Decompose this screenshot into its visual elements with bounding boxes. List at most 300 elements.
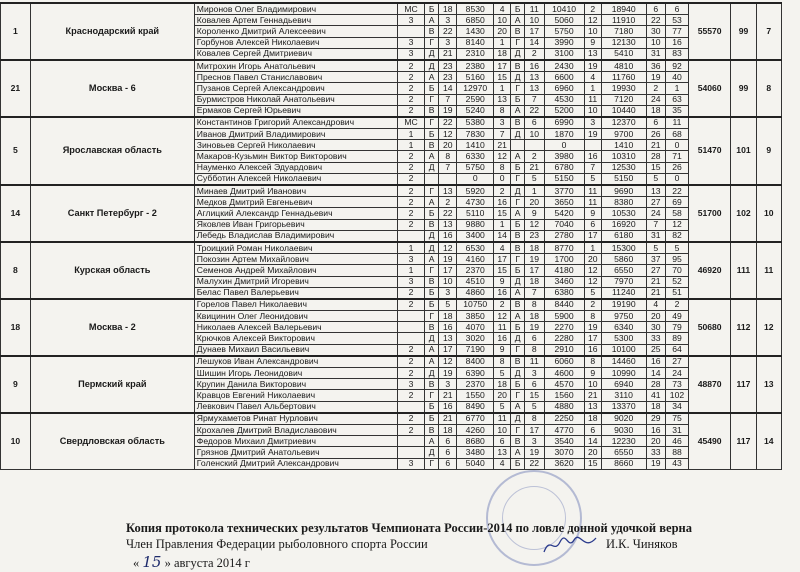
sector-pts-1-cell: 10 (494, 424, 511, 435)
table-row (1, 185, 782, 197)
weight-2-cell: 2280 (544, 333, 584, 344)
team-total-weight: 54060 (688, 60, 730, 117)
weight-1-cell: 3400 (457, 230, 494, 242)
total-weight-cell: 5860 (601, 254, 646, 265)
place-1-cell: 21 (439, 413, 457, 425)
overall-place-cell: 95 (666, 254, 689, 265)
weight-1-cell: 8490 (457, 401, 494, 413)
overall-place-cell: 89 (666, 333, 689, 344)
place-2-cell: 8 (525, 413, 544, 425)
weight-2-cell: 3990 (544, 37, 584, 48)
overall-place-cell: 83 (666, 48, 689, 60)
sector-pts-2-cell: 16 (584, 151, 601, 162)
place-2-cell: 2 (525, 48, 544, 60)
zone-2-cell: Д (511, 48, 525, 60)
rank-class-cell: 2 (397, 94, 425, 105)
total-weight-cell: 6940 (601, 379, 646, 390)
athlete-name: Шишин Игорь Леонидович (194, 368, 397, 379)
overall-place-cell: 79 (666, 322, 689, 333)
place-1-cell: 20 (439, 140, 457, 151)
rank-class-cell: 2 (397, 173, 425, 185)
zone-2-cell: Д (511, 185, 525, 197)
team-name: Санкт Петербург - 2 (30, 185, 194, 242)
weight-1-cell: 8680 (457, 436, 494, 447)
overall-place-cell: 22 (666, 185, 689, 197)
sector-1-cell: А (425, 72, 439, 83)
place-1-cell: 7 (439, 162, 457, 173)
team-name: Свердловская область (30, 413, 194, 469)
rank-class-cell: 2 (397, 219, 425, 230)
sector-pts-1-cell: 4 (494, 458, 511, 469)
place-2-cell: 20 (525, 197, 544, 208)
place-1-cell: 13 (439, 185, 457, 197)
weight-2-cell: 4600 (544, 368, 584, 379)
weight-1-cell: 6330 (457, 151, 494, 162)
sector-pts-1-cell: 20 (494, 390, 511, 401)
weight-2-cell: 4530 (544, 94, 584, 105)
date-suffix: » августа 2014 г (164, 556, 250, 570)
sector-pts-2-cell: 1 (584, 242, 601, 254)
athlete-name: Кравцов Евгений Николаевич (194, 390, 397, 401)
athlete-name: Ковалев Артем Геннадьевич (194, 15, 397, 26)
total-weight-cell: 8660 (601, 458, 646, 469)
athlete-name: Иванов Дмитрий Владимирович (194, 129, 397, 140)
total-points-cell: 24 (646, 94, 665, 105)
sector-pts-2-cell: 17 (584, 230, 601, 242)
zone-2-cell: В (511, 26, 525, 37)
place-2-cell: 10 (525, 129, 544, 140)
team-total-points: 102 (731, 185, 756, 242)
rank-class-cell: 2 (397, 356, 425, 368)
rank-class-cell: 2 (397, 197, 425, 208)
total-weight-cell: 10530 (601, 208, 646, 219)
weight-1-cell: 3850 (457, 311, 494, 322)
sector-1-cell: Д (425, 368, 439, 379)
athlete-name: Ярмухаметов Ринат Нурлович (194, 413, 397, 425)
weight-2-cell: 8440 (544, 299, 584, 311)
place-2-cell: 5 (525, 401, 544, 413)
team-draw-number: 21 (1, 60, 31, 117)
sector-1-cell: А (425, 436, 439, 447)
overall-place-cell: 53 (666, 15, 689, 26)
total-points-cell: 7 (646, 219, 665, 230)
athlete-name: Малухин Дмитрий Игоревич (194, 276, 397, 287)
sector-pts-2-cell: 12 (584, 265, 601, 276)
total-weight-cell: 9750 (601, 311, 646, 322)
team-final-place: 7 (756, 3, 781, 60)
sector-1-cell: А (425, 197, 439, 208)
zone-2-cell: Д (511, 129, 525, 140)
total-points-cell: 28 (646, 151, 665, 162)
sector-pts-2-cell: 10 (584, 379, 601, 390)
team-final-place: 8 (756, 60, 781, 117)
place-2-cell: 18 (525, 276, 544, 287)
overall-place-cell: 27 (666, 356, 689, 368)
overall-place-cell: 0 (666, 140, 689, 151)
place-1-cell: 3 (439, 37, 457, 48)
rank-class-cell: 1 (397, 265, 425, 276)
rank-class-cell: 2 (397, 368, 425, 379)
zone-2-cell: В (511, 230, 525, 242)
weight-2-cell: 1700 (544, 254, 584, 265)
team-final-place: 14 (756, 413, 781, 469)
team-total-weight: 51470 (688, 117, 730, 185)
weight-2-cell: 5150 (544, 173, 584, 185)
overall-place-cell: 71 (666, 151, 689, 162)
total-points-cell: 21 (646, 276, 665, 287)
sector-pts-1-cell: 1 (494, 219, 511, 230)
athlete-name: Горелов Павел Николаевич (194, 299, 397, 311)
place-2-cell: 19 (525, 322, 544, 333)
place-2-cell: 9 (525, 208, 544, 219)
overall-place-cell: 77 (666, 26, 689, 37)
weight-1-cell: 4070 (457, 322, 494, 333)
place-2-cell: 6 (525, 379, 544, 390)
sector-pts-2-cell: 13 (584, 401, 601, 413)
total-points-cell: 33 (646, 447, 665, 458)
rank-class-cell: 2 (397, 162, 425, 173)
place-2-cell: 13 (525, 72, 544, 83)
zone-2-cell: А (511, 311, 525, 322)
table-row (1, 60, 782, 72)
team-final-place: 11 (756, 242, 781, 299)
sector-pts-2-cell: 17 (584, 333, 601, 344)
zone-2-cell: Б (511, 3, 525, 15)
overall-place-cell: 102 (666, 390, 689, 401)
weight-1-cell: 5240 (457, 105, 494, 117)
weight-2-cell: 4570 (544, 379, 584, 390)
zone-2-cell: Г (511, 37, 525, 48)
total-weight-cell: 12370 (601, 117, 646, 129)
sector-pts-1-cell: 5 (494, 401, 511, 413)
sector-pts-2-cell: 19 (584, 60, 601, 72)
weight-2-cell: 1560 (544, 390, 584, 401)
total-weight-cell: 7180 (601, 26, 646, 37)
weight-2-cell: 3650 (544, 197, 584, 208)
weight-2-cell: 3460 (544, 276, 584, 287)
team-total-points: 111 (731, 242, 756, 299)
place-2-cell: 19 (525, 447, 544, 458)
zone-2-cell: В (511, 60, 525, 72)
sector-1-cell: Г (425, 117, 439, 129)
team-total-points: 117 (731, 356, 756, 413)
place-1-cell: 17 (439, 344, 457, 356)
total-weight-cell: 9690 (601, 185, 646, 197)
sector-pts-1-cell: 14 (494, 230, 511, 242)
total-points-cell: 20 (646, 311, 665, 322)
total-weight-cell: 5410 (601, 48, 646, 60)
athlete-name: Зиновьев Сергей Николаевич (194, 140, 397, 151)
rank-class-cell: 1 (397, 242, 425, 254)
table-row (1, 413, 782, 425)
weight-2-cell: 3100 (544, 48, 584, 60)
total-weight-cell: 10440 (601, 105, 646, 117)
weight-2-cell: 2250 (544, 413, 584, 425)
place-2-cell: 23 (525, 230, 544, 242)
weight-2-cell: 5060 (544, 15, 584, 26)
weight-2-cell: 6600 (544, 72, 584, 83)
zone-2-cell: Б (511, 162, 525, 173)
sector-pts-1-cell: 17 (494, 254, 511, 265)
overall-place-cell: 43 (666, 458, 689, 469)
weight-1-cell: 4730 (457, 197, 494, 208)
sector-pts-2-cell: 19 (584, 129, 601, 140)
overall-place-cell: 11 (666, 117, 689, 129)
total-points-cell: 13 (646, 185, 665, 197)
weight-1-cell: 9880 (457, 219, 494, 230)
table-row (1, 299, 782, 311)
total-points-cell: 19 (646, 458, 665, 469)
team-total-weight: 46920 (688, 242, 730, 299)
sector-pts-2-cell: 4 (584, 72, 601, 83)
zone-2-cell: Б (511, 265, 525, 276)
zone-2-cell: А (511, 287, 525, 299)
zone-2-cell: Б (511, 219, 525, 230)
athlete-name: Николаев Алексей Валерьевич (194, 322, 397, 333)
rank-class-cell: 2 (397, 299, 425, 311)
athlete-name: Медков Дмитрий Евгеньевич (194, 197, 397, 208)
sector-pts-1-cell: 2 (494, 185, 511, 197)
sector-1-cell: В (425, 424, 439, 435)
certification-date (133, 553, 250, 571)
weight-1-cell: 12970 (457, 83, 494, 94)
place-2-cell: 3 (525, 368, 544, 379)
sector-1-cell: Д (425, 60, 439, 72)
total-weight-cell: 10990 (601, 368, 646, 379)
sector-pts-2-cell: 10 (584, 26, 601, 37)
total-points-cell: 21 (646, 287, 665, 299)
weight-2-cell: 4180 (544, 265, 584, 276)
zone-2-cell: Г (511, 424, 525, 435)
place-1-cell: 16 (439, 322, 457, 333)
athlete-name: Дунаев Михаил Васильевич (194, 344, 397, 356)
total-points-cell: 6 (646, 3, 665, 15)
athlete-name: Белас Павел Валерьевич (194, 287, 397, 299)
total-points-cell: 24 (646, 208, 665, 219)
total-points-cell: 30 (646, 322, 665, 333)
zone-2-cell: Б (511, 458, 525, 469)
zone-2-cell: Г (511, 344, 525, 356)
total-points-cell: 30 (646, 26, 665, 37)
weight-1-cell: 5160 (457, 72, 494, 83)
team-total-weight: 45490 (688, 413, 730, 469)
sector-pts-2-cell: 9 (584, 368, 601, 379)
results-table (0, 2, 782, 470)
sector-pts-2-cell: 11 (584, 185, 601, 197)
weight-2-cell: 6990 (544, 117, 584, 129)
total-weight-cell: 12130 (601, 37, 646, 48)
weight-2-cell: 7040 (544, 219, 584, 230)
sector-pts-2-cell: 6 (584, 424, 601, 435)
place-2-cell: 6 (525, 117, 544, 129)
total-weight-cell: 6550 (601, 265, 646, 276)
place-1-cell: 14 (439, 83, 457, 94)
sector-pts-1-cell: 13 (494, 447, 511, 458)
athlete-name: Ермаков Сергей Юрьевич (194, 105, 397, 117)
rank-class-cell: 3 (397, 379, 425, 390)
weight-2-cell: 3070 (544, 447, 584, 458)
rank-class-cell: 3 (397, 254, 425, 265)
place-2-cell: 7 (525, 94, 544, 105)
sector-1-cell: Б (425, 208, 439, 219)
place-2-cell: 18 (525, 311, 544, 322)
board-member-title: Член Правления Федерации рыболовного спорта России (126, 537, 428, 551)
sector-pts-1-cell: 16 (494, 197, 511, 208)
place-2-cell: 17 (525, 26, 544, 37)
place-1-cell: 19 (439, 368, 457, 379)
sector-1-cell: А (425, 254, 439, 265)
weight-2-cell: 6780 (544, 162, 584, 173)
weight-1-cell: 5380 (457, 117, 494, 129)
total-weight-cell: 9030 (601, 424, 646, 435)
rank-class-cell (397, 230, 425, 242)
total-weight-cell: 5300 (601, 333, 646, 344)
sector-pts-2-cell: 20 (584, 447, 601, 458)
zone-2-cell: В (511, 242, 525, 254)
team-name: Краснодарский край (30, 3, 194, 60)
overall-place-cell: 26 (666, 162, 689, 173)
place-1-cell: 17 (439, 265, 457, 276)
place-1-cell: 21 (439, 48, 457, 60)
place-2-cell: 19 (525, 254, 544, 265)
athlete-name: Лешуков Иван Александрович (194, 356, 397, 368)
overall-place-cell: 63 (666, 94, 689, 105)
protocol-sheet (0, 2, 782, 470)
place-1-cell: 8 (439, 151, 457, 162)
rank-class-cell: МС (397, 3, 425, 15)
sector-pts-1-cell: 15 (494, 72, 511, 83)
rank-class-cell: 1 (397, 129, 425, 140)
weight-2-cell: 6960 (544, 83, 584, 94)
total-points-cell: 2 (646, 83, 665, 94)
weight-2-cell: 6380 (544, 287, 584, 299)
weight-1-cell: 2370 (457, 379, 494, 390)
sector-1-cell: Б (425, 3, 439, 15)
weight-1-cell: 7830 (457, 129, 494, 140)
signer-name: И.К. Чиняков (606, 537, 678, 551)
place-2-cell: 22 (525, 105, 544, 117)
total-points-cell: 19 (646, 72, 665, 83)
sector-pts-2-cell: 2 (584, 299, 601, 311)
weight-2-cell: 2910 (544, 344, 584, 356)
total-points-cell: 16 (646, 356, 665, 368)
overall-place-cell: 58 (666, 208, 689, 219)
sector-pts-1-cell: 15 (494, 208, 511, 219)
athlete-name: Преснов Павел Станиславович (194, 72, 397, 83)
weight-1-cell: 7190 (457, 344, 494, 356)
place-1-cell: 23 (439, 60, 457, 72)
team-draw-number: 1 (1, 3, 31, 60)
weight-1-cell: 1410 (457, 140, 494, 151)
place-1-cell: 18 (439, 311, 457, 322)
zone-2-cell: Б (511, 94, 525, 105)
sector-pts-1-cell: 21 (494, 140, 511, 151)
sector-pts-2-cell: 10 (584, 105, 601, 117)
zone-2-cell: Б (511, 322, 525, 333)
total-weight-cell: 11760 (601, 72, 646, 83)
rank-class-cell: 2 (397, 208, 425, 219)
athlete-name: Крохалев Дмитрий Владиславович (194, 424, 397, 435)
sector-1-cell: А (425, 344, 439, 356)
weight-1-cell: 6390 (457, 368, 494, 379)
sector-pts-1-cell: 5 (494, 368, 511, 379)
place-2-cell: 7 (525, 287, 544, 299)
sector-pts-1-cell: 1 (494, 83, 511, 94)
overall-place-cell: 16 (666, 37, 689, 48)
sector-1-cell: А (425, 356, 439, 368)
sector-pts-2-cell: 3 (584, 117, 601, 129)
total-points-cell: 5 (646, 173, 665, 185)
weight-1-cell: 2590 (457, 94, 494, 105)
overall-place-cell: 35 (666, 105, 689, 117)
weight-2-cell: 10410 (544, 3, 584, 15)
sector-1-cell: В (425, 322, 439, 333)
rank-class-cell (397, 401, 425, 413)
zone-2-cell: Б (511, 379, 525, 390)
weight-2-cell: 5420 (544, 208, 584, 219)
total-points-cell: 20 (646, 436, 665, 447)
total-points-cell: 18 (646, 401, 665, 413)
weight-2-cell: 3770 (544, 185, 584, 197)
weight-2-cell: 4770 (544, 424, 584, 435)
sector-pts-1-cell: 11 (494, 413, 511, 425)
sector-pts-2-cell: 13 (584, 48, 601, 60)
rank-class-cell (397, 447, 425, 458)
sector-pts-1-cell: 15 (494, 265, 511, 276)
team-name: Курская область (30, 242, 194, 299)
sector-pts-2-cell: 20 (584, 254, 601, 265)
place-1-cell: 7 (439, 94, 457, 105)
total-weight-cell: 19190 (601, 299, 646, 311)
zone-2-cell: Г (511, 197, 525, 208)
sector-pts-1-cell: 10 (494, 15, 511, 26)
place-1-cell: 21 (439, 390, 457, 401)
zone-2-cell: Г (511, 173, 525, 185)
place-2-cell (525, 140, 544, 151)
total-weight-cell: 19930 (601, 83, 646, 94)
athlete-name: Субботин Алексей Николаевич (194, 173, 397, 185)
sector-pts-1-cell: 11 (494, 322, 511, 333)
sector-pts-2-cell: 7 (584, 162, 601, 173)
total-points-cell: 10 (646, 37, 665, 48)
place-2-cell: 11 (525, 3, 544, 15)
sector-pts-2-cell: 19 (584, 322, 601, 333)
zone-2-cell: В (511, 436, 525, 447)
rank-class-cell: 3 (397, 48, 425, 60)
total-weight-cell: 12530 (601, 162, 646, 173)
sector-1-cell (425, 173, 439, 185)
weight-2-cell: 1870 (544, 129, 584, 140)
total-weight-cell: 10310 (601, 151, 646, 162)
rank-class-cell: МС (397, 117, 425, 129)
weight-1-cell: 4160 (457, 254, 494, 265)
team-total-weight: 48870 (688, 356, 730, 413)
sector-1-cell: Г (425, 265, 439, 276)
sector-pts-1-cell: 0 (494, 173, 511, 185)
rank-class-cell (397, 26, 425, 37)
overall-place-cell: 0 (666, 173, 689, 185)
sector-pts-1-cell: 3 (494, 117, 511, 129)
weight-2-cell: 5900 (544, 311, 584, 322)
overall-place-cell: 49 (666, 311, 689, 322)
place-1-cell: 3 (439, 287, 457, 299)
sector-1-cell: Б (425, 129, 439, 140)
sector-pts-2-cell: 14 (584, 436, 601, 447)
table-row (1, 3, 782, 15)
zone-2-cell: А (511, 401, 525, 413)
place-1-cell: 2 (439, 197, 457, 208)
place-2-cell: 8 (525, 299, 544, 311)
